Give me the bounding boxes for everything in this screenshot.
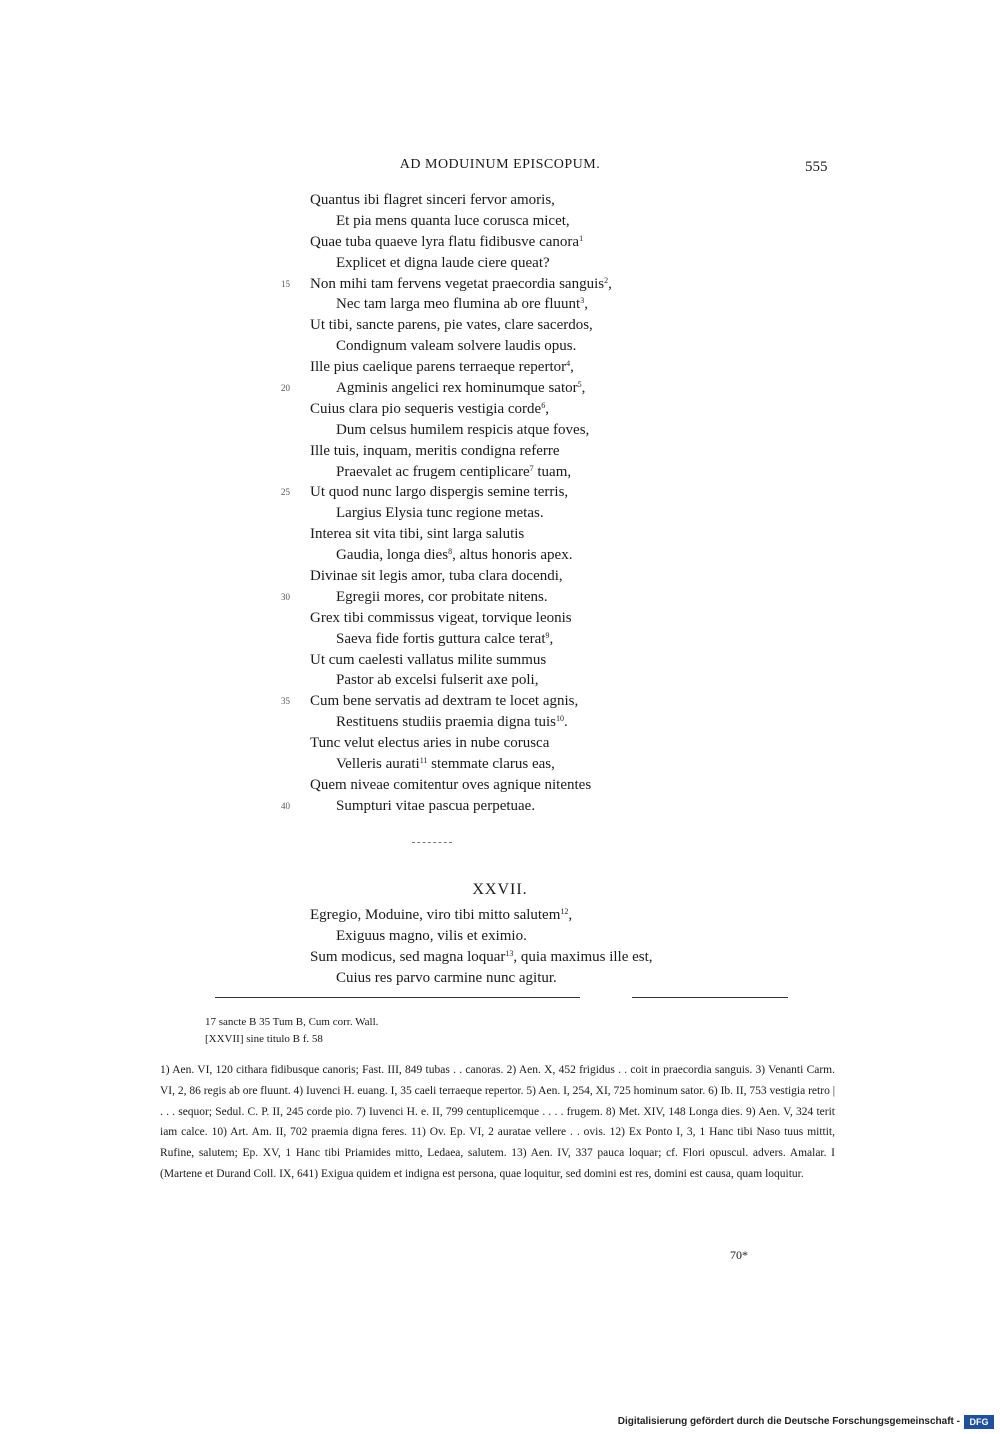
- verse-body: Pastor ab excelsi fulserit axe poli,: [336, 672, 539, 689]
- verse-line: [0, 587, 1000, 608]
- footnote-ref: 7: [529, 463, 534, 473]
- poem-xxvi: [0, 190, 1000, 817]
- verse-text: [336, 712, 568, 733]
- verse-text: [310, 650, 546, 671]
- verse-text: [336, 503, 544, 524]
- verse-line: [0, 608, 1000, 629]
- verse-body: Velleris aurati: [336, 756, 420, 773]
- verse-text: [310, 947, 653, 968]
- section-title: XXVII.: [472, 881, 528, 898]
- verse-body: Sumpturi vitae pascua perpetuae.: [336, 797, 536, 814]
- verse-line: [0, 524, 1000, 545]
- verse-body: Praevalet ac frugem centiplicare: [336, 463, 530, 480]
- verse-line: [0, 545, 1000, 566]
- verse-body: Exiguus magno, vilis et eximio.: [336, 927, 527, 944]
- verse-line: [0, 399, 1000, 420]
- verse-text: [310, 357, 574, 378]
- verse-body: Grex tibi commissus vigeat, torvique leonis: [310, 609, 572, 626]
- verse-text: [336, 336, 576, 357]
- verse-tail: ,: [584, 296, 588, 313]
- verse-text: [336, 253, 550, 274]
- verse-body: Egregio, Moduine, viro tibi mitto salutem: [310, 907, 561, 923]
- footnote-ref: 9: [545, 630, 550, 640]
- verse-body: Saeva fide fortis guttura calce terat: [336, 630, 546, 647]
- verse-body: Dum celsus humilem respicis atque foves,: [336, 421, 590, 438]
- verse-text: [310, 733, 549, 754]
- verse-body: Agminis angelici rex hominumque sator: [336, 380, 578, 397]
- verse-line: [0, 253, 1000, 274]
- verse-text: [310, 482, 568, 503]
- verse-line: [0, 733, 1000, 754]
- verse-tail: ,: [549, 630, 554, 647]
- verse-text: [310, 232, 583, 253]
- verse-line: [0, 357, 1000, 378]
- verse-body: Nec tam larga meo flumina ab ore fluunt: [336, 296, 581, 313]
- verse-line: [0, 691, 1000, 712]
- footnote-ref: 2: [604, 275, 609, 285]
- verse-line: [0, 378, 1000, 399]
- verse-tail: , altus honoris apex.: [452, 547, 573, 564]
- verse-body: Interea sit vita tibi, sint larga salutis: [310, 526, 525, 543]
- page-number: 555: [805, 159, 828, 175]
- verse-line: [0, 712, 1000, 733]
- verse-line: [0, 754, 1000, 775]
- verse-text: [310, 190, 555, 211]
- verse-tail: ,: [570, 359, 574, 376]
- footnote-rule-right: [632, 997, 788, 998]
- verse-tail: stemmate clarus eas,: [427, 756, 555, 773]
- verse-text: [336, 670, 538, 691]
- line-number: 35: [281, 696, 290, 707]
- verse-line: [0, 211, 1000, 232]
- verse-text: [336, 545, 572, 566]
- footnote-ref: 5: [577, 380, 582, 390]
- dfg-logo: DFG: [964, 1415, 994, 1429]
- footnote-ref: 8: [448, 547, 453, 557]
- verse-line: [0, 566, 1000, 587]
- verse-text: [310, 905, 572, 926]
- verse-text: [310, 691, 578, 712]
- verse-text: [336, 420, 589, 441]
- verse-body: Cum bene servatis ad dextram te locet agnis,: [310, 693, 579, 710]
- line-number: 40: [281, 800, 290, 811]
- verse-body: Ut tibi, sancte parens, pie vates, clare sacerdos,: [310, 317, 593, 334]
- verse-text: [336, 754, 555, 775]
- verse-line: [0, 796, 1000, 817]
- verse-line: [0, 232, 1000, 253]
- verse-tail: .: [563, 714, 568, 731]
- footer-bar: [0, 1413, 1000, 1434]
- verse-body: Non mihi tam fervens vegetat praecordia sanguis: [310, 275, 605, 292]
- apparatus-line: 17 sancte B 35 Tum B, Cum corr. Wall.: [205, 1016, 379, 1028]
- verse-tail: ,: [581, 380, 586, 397]
- verse-line: [0, 968, 1000, 989]
- verse-body: Ille tuis, inquam, meritis condigna referre: [310, 442, 560, 459]
- verse-body: Gaudia, longa dies: [336, 547, 449, 564]
- source-footnotes: 1) Aen. VI, 120 cithara fidibusque canoris; Fast. III, 849 tubas . . canoras. 2) Aen. X, 452 frigidus . . coit in praecordia sanguis. 3) Venanti Carm. VI, 2, 86 regis ab ore fluunt. 4) Iuvenci H. euang. I, 35 caeli terraeque repertor. 5) Aen. I, 254, XI, 725 hominum sator. 6) Ib. II, 753 vestigia retro | . . . sequor; Sedul. C. P. II, 245 corde pio. 7) Iuvenci H. e. II, 799 centuplicemque . . . . frugem. 8) Met. XIV, 148 Longa dies. 9) Aen. V, 324 terit iam calce. 10) Art. Am. II, 702 praemia digna feres. 11) Ov. Ep. VI, 2 auratae vellere . . ovis. 12) Ex Ponto I, 3, 1 Hanc tibi Naso tuus mittit, Rufine, salutem; Ep. XV, 1 Hanc tibi Priamides mitto, Ledaea, salutem. 13) Aen. IV, 337 pauca loquar; cf. Flori opuscul. advers. Amalar. I (Martene et Durand Coll. IX, 641) Exigua quidem et indigna est persona, quae loquitur, sed domini est res, domini est causa, quam loquitur.: [160, 1064, 835, 1180]
- verse-body: Quem niveae comitentur oves agnique nitentes: [310, 776, 592, 793]
- verse-body: Cuius res parvo carmine nunc agitur.: [336, 969, 557, 986]
- verse-body: Explicet et digna laude ciere queat?: [336, 254, 550, 271]
- verse-body: Quae tuba quaeve lyra flatu fidibusve canora: [310, 233, 580, 250]
- signature-mark: 70*: [730, 1248, 748, 1262]
- verse-body: Sum modicus, sed magna loquar: [310, 948, 506, 965]
- verse-tail: ,: [608, 275, 612, 292]
- verse-text: [336, 294, 588, 315]
- verse-body: Quantus ibi flagret sinceri fervor amoris,: [310, 192, 555, 208]
- verse-text: [336, 378, 585, 399]
- verse-line: [0, 274, 1000, 295]
- verse-body: Ut cum caelesti vallatus milite summus: [310, 651, 547, 668]
- verse-tail: , quia maximus ille est,: [513, 948, 653, 965]
- verse-line: [0, 294, 1000, 315]
- verse-text: [310, 399, 549, 420]
- verse-text: [310, 775, 591, 796]
- verse-text: [310, 441, 560, 462]
- footnote-ref: 10: [555, 714, 564, 724]
- verse-line: [0, 670, 1000, 691]
- verse-text: [310, 315, 593, 336]
- verse-body: Divinae sit legis amor, tuba clara docendi,: [310, 568, 563, 585]
- verse-body: Largius Elysia tunc regione metas.: [336, 505, 544, 522]
- verse-line: [0, 441, 1000, 462]
- section-divider: [412, 842, 452, 843]
- footnote-ref: 12: [560, 907, 569, 916]
- verse-line: [0, 420, 1000, 441]
- apparatus-line: [XXVII] sine titulo B f. 58: [205, 1033, 323, 1045]
- verse-text: [310, 524, 524, 545]
- line-number: 15: [281, 278, 290, 289]
- verse-body: Ut quod nunc largo dispergis semine terris,: [310, 484, 569, 501]
- verse-body: Ille pius caelique parens terraeque repertor: [310, 359, 567, 376]
- verse-line: [0, 926, 1000, 947]
- verse-body: Egregii mores, cor probitate nitens.: [336, 588, 548, 605]
- verse-line: [0, 775, 1000, 796]
- verse-body: Cuius clara pio sequeris vestigia corde: [310, 400, 542, 417]
- footnote-ref: 1: [579, 233, 584, 243]
- verse-body: Tunc velut electus aries in nube corusca: [310, 735, 550, 752]
- footnote-ref: 4: [566, 359, 571, 369]
- verse-line: [0, 482, 1000, 503]
- verse-body: Restituens studiis praemia digna tuis: [336, 714, 556, 731]
- verse-line: [0, 650, 1000, 671]
- verse-text: [336, 968, 557, 989]
- verse-line: [0, 315, 1000, 336]
- footnote-ref: 13: [505, 948, 514, 958]
- line-number: 25: [281, 487, 290, 498]
- verse-text: [310, 566, 563, 587]
- verse-text: [336, 629, 553, 650]
- verse-tail: ,: [568, 907, 573, 923]
- line-number: 20: [281, 383, 290, 394]
- verse-tail: ,: [545, 400, 549, 417]
- verse-tail: tuam,: [533, 463, 572, 480]
- verse-line: [0, 947, 1000, 968]
- verse-text: [310, 608, 572, 629]
- verse-line: [0, 190, 1000, 211]
- verse-line: [0, 462, 1000, 483]
- funding-credit: Digitalisierung gefördert durch die Deutsche Forschungsgemeinschaft -: [617, 1416, 960, 1427]
- footnote-rule-left: [215, 997, 580, 998]
- verse-body: Condignum valeam solvere laudis opus.: [336, 338, 577, 355]
- verse-text: [336, 796, 535, 817]
- line-number: 30: [281, 591, 290, 602]
- verse-text: [336, 211, 570, 232]
- verse-text: [336, 587, 548, 608]
- verse-line: [0, 503, 1000, 524]
- verse-line: [0, 336, 1000, 357]
- verse-line: [0, 629, 1000, 650]
- footnote-ref: 6: [541, 400, 546, 410]
- running-head: AD MODUINUM EPISCOPUM.: [399, 157, 601, 172]
- verse-line: [0, 905, 1000, 926]
- verse-text: [336, 926, 527, 947]
- footnote-ref: 3: [580, 296, 585, 306]
- verse-text: [310, 274, 612, 295]
- poem-xxvii: [0, 905, 1000, 989]
- footnote-ref: 11: [419, 756, 428, 766]
- verse-text: [336, 462, 571, 483]
- verse-body: Et pia mens quanta luce corusca micet,: [336, 212, 570, 229]
- critical-apparatus: [205, 1014, 835, 1048]
